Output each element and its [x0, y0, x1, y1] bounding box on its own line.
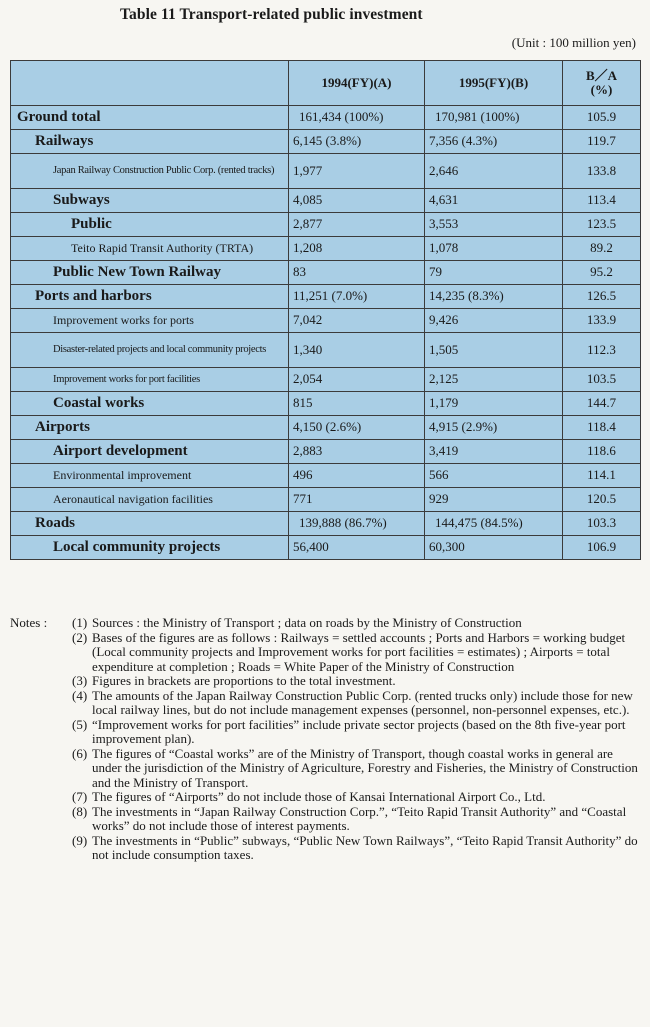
note-item [10, 834, 642, 863]
row-label: Airport development [11, 440, 289, 464]
table-row [11, 464, 641, 488]
header-fy1994: 1994(FY)(A) [289, 61, 425, 106]
value-ratio: 106.9 [563, 536, 641, 560]
note-text: Sources : the Ministry of Transport ; data on roads by the Ministry of Construction [92, 615, 522, 630]
value-fy1994: 2,883 [289, 440, 425, 464]
value-fy1994: 6,145 (3.8%) [289, 130, 425, 154]
note-number: (9) [72, 832, 88, 848]
value-fy1994: 496 [289, 464, 425, 488]
row-label: Subways [11, 189, 289, 213]
table-row [11, 488, 641, 512]
value-fy1994: 83 [289, 261, 425, 285]
value-fy1995: 4,915 (2.9%) [425, 416, 563, 440]
note-text: The figures of “Airports” do not include those of Kansai International Airport Co., Ltd. [92, 789, 546, 804]
note-item [10, 805, 642, 834]
table-row [11, 189, 641, 213]
value-fy1995: 3,553 [425, 213, 563, 237]
note-item [10, 616, 642, 631]
note-number: (8) [72, 803, 88, 819]
value-fy1994: 2,877 [289, 213, 425, 237]
table-row [11, 333, 641, 368]
note-number: (3) [72, 673, 88, 688]
value-fy1995: 1,179 [425, 392, 563, 416]
note-item [10, 689, 642, 718]
note-item [10, 718, 642, 747]
row-label: Roads [11, 512, 289, 536]
note-text: Bases of the figures are as follows : Railways = settled accounts ; Ports and Harbors = working budget (Local community projects and Improvement works for port facilities = estimates) ; Airports = total expenditure at completion ; Roads = White Paper of the Ministry of Construction [92, 629, 626, 674]
value-fy1994: 139,888 (86.7%) [289, 512, 425, 536]
table-row [11, 309, 641, 333]
value-fy1995: 566 [425, 464, 563, 488]
row-label: Local community projects [11, 536, 289, 560]
row-label: Public [11, 213, 289, 237]
table-row [11, 213, 641, 237]
table-row [11, 440, 641, 464]
value-ratio: 144.7 [563, 392, 641, 416]
value-fy1995: 170,981 (100%) [425, 106, 563, 130]
note-text: The investments in “Public” subways, “Public New Town Railways”, “Teito Rapid Transit Authority” do not include consumption taxes. [92, 832, 638, 862]
table-row [11, 512, 641, 536]
value-ratio: 123.5 [563, 213, 641, 237]
note-number: (5) [72, 716, 88, 732]
note-item [10, 674, 642, 689]
row-label: Public New Town Railway [11, 261, 289, 285]
value-fy1995: 144,475 (84.5%) [425, 512, 563, 536]
row-label: Ports and harbors [11, 285, 289, 309]
value-ratio: 114.1 [563, 464, 641, 488]
unit-label: (Unit : 100 million yen) [511, 35, 636, 50]
note-text: The investments in “Japan Railway Construction Corp.”, “Teito Rapid Transit Authority” and “Coastal works” do not include those of interest payments. [92, 803, 627, 833]
note-text: The figures of “Coastal works” are of the Ministry of Transport, though coastal works in general are under the jurisdiction of the Ministry of Agriculture, Forestry and Fisheries, the Ministry of Construction and the Ministry of Transport. [92, 745, 638, 790]
row-label: Teito Rapid Transit Authority (TRTA) [11, 237, 289, 261]
value-fy1994: 56,400 [289, 536, 425, 560]
value-ratio: 119.7 [563, 130, 641, 154]
note-number: (6) [72, 745, 88, 761]
table-title: Table 11 Transport-related public investment [120, 6, 423, 23]
value-ratio: 89.2 [563, 237, 641, 261]
value-fy1994: 1,208 [289, 237, 425, 261]
table-row [11, 261, 641, 285]
note-item [10, 631, 642, 675]
header-label [11, 61, 289, 106]
value-fy1995: 79 [425, 261, 563, 285]
note-text: The amounts of the Japan Railway Construction Public Corp. (rented trucks only) include those for new local railway lines, but do not include management expenses (personnel, non-personnel expenses, etc.). [92, 687, 633, 717]
value-ratio: 112.3 [563, 333, 641, 368]
value-ratio: 133.9 [563, 309, 641, 333]
value-fy1994: 2,054 [289, 368, 425, 392]
value-fy1994: 1,977 [289, 154, 425, 189]
value-fy1995: 929 [425, 488, 563, 512]
value-ratio: 103.3 [563, 512, 641, 536]
value-fy1994: 1,340 [289, 333, 425, 368]
row-label: Environmental improvement [11, 464, 289, 488]
note-item [10, 747, 642, 791]
value-fy1994: 4,150 (2.6%) [289, 416, 425, 440]
value-ratio: 120.5 [563, 488, 641, 512]
value-ratio: 133.8 [563, 154, 641, 189]
value-fy1994: 161,434 (100%) [289, 106, 425, 130]
value-ratio: 105.9 [563, 106, 641, 130]
value-ratio: 118.6 [563, 440, 641, 464]
header-ratio-bottom: (%) [590, 82, 613, 97]
investment-table [10, 60, 641, 560]
notes-section [10, 616, 642, 863]
table-row [11, 106, 641, 130]
value-fy1995: 1,078 [425, 237, 563, 261]
note-text: Figures in brackets are proportions to the total investment. [92, 673, 396, 688]
value-fy1995: 60,300 [425, 536, 563, 560]
value-fy1994: 4,085 [289, 189, 425, 213]
note-item [10, 790, 642, 805]
row-label: Ground total [11, 106, 289, 130]
value-fy1994: 815 [289, 392, 425, 416]
note-number: (2) [72, 629, 88, 645]
header-ratio-top: B／A [585, 67, 618, 83]
value-ratio: 103.5 [563, 368, 641, 392]
table-row [11, 237, 641, 261]
value-fy1995: 14,235 (8.3%) [425, 285, 563, 309]
note-number: (4) [72, 687, 88, 703]
row-label: Airports [11, 416, 289, 440]
value-ratio: 118.4 [563, 416, 641, 440]
value-fy1995: 3,419 [425, 440, 563, 464]
header-ratio [563, 61, 641, 106]
value-fy1994: 11,251 (7.0%) [289, 285, 425, 309]
table-row [11, 130, 641, 154]
table-row [11, 285, 641, 309]
value-fy1995: 1,505 [425, 333, 563, 368]
value-ratio: 95.2 [563, 261, 641, 285]
value-fy1995: 7,356 (4.3%) [425, 130, 563, 154]
row-label: Improvement works for ports [11, 309, 289, 333]
value-ratio: 126.5 [563, 285, 641, 309]
table-row [11, 368, 641, 392]
row-label: Aeronautical navigation facilities [11, 488, 289, 512]
row-label: Japan Railway Construction Public Corp. (rented tracks) [11, 154, 289, 189]
value-fy1995: 4,631 [425, 189, 563, 213]
header-row [11, 61, 641, 106]
row-label: Improvement works for port facilities [11, 368, 289, 392]
value-fy1995: 9,426 [425, 309, 563, 333]
table-row [11, 416, 641, 440]
value-fy1995: 2,646 [425, 154, 563, 189]
row-label: Railways [11, 130, 289, 154]
header-fy1995: 1995(FY)(B) [425, 61, 563, 106]
value-fy1994: 771 [289, 488, 425, 512]
row-label: Coastal works [11, 392, 289, 416]
note-number: (1) [72, 615, 88, 630]
table-row [11, 392, 641, 416]
value-fy1994: 7,042 [289, 309, 425, 333]
value-fy1995: 2,125 [425, 368, 563, 392]
value-ratio: 113.4 [563, 189, 641, 213]
table-row [11, 154, 641, 189]
note-text: “Improvement works for port facilities” include private sector projects (based on the 8th five-year port improvement plan). [92, 716, 626, 746]
notes-label: Notes : [10, 615, 48, 630]
row-label: Disaster-related projects and local community projects [11, 333, 289, 368]
note-number: (7) [72, 789, 88, 804]
table-row [11, 536, 641, 560]
